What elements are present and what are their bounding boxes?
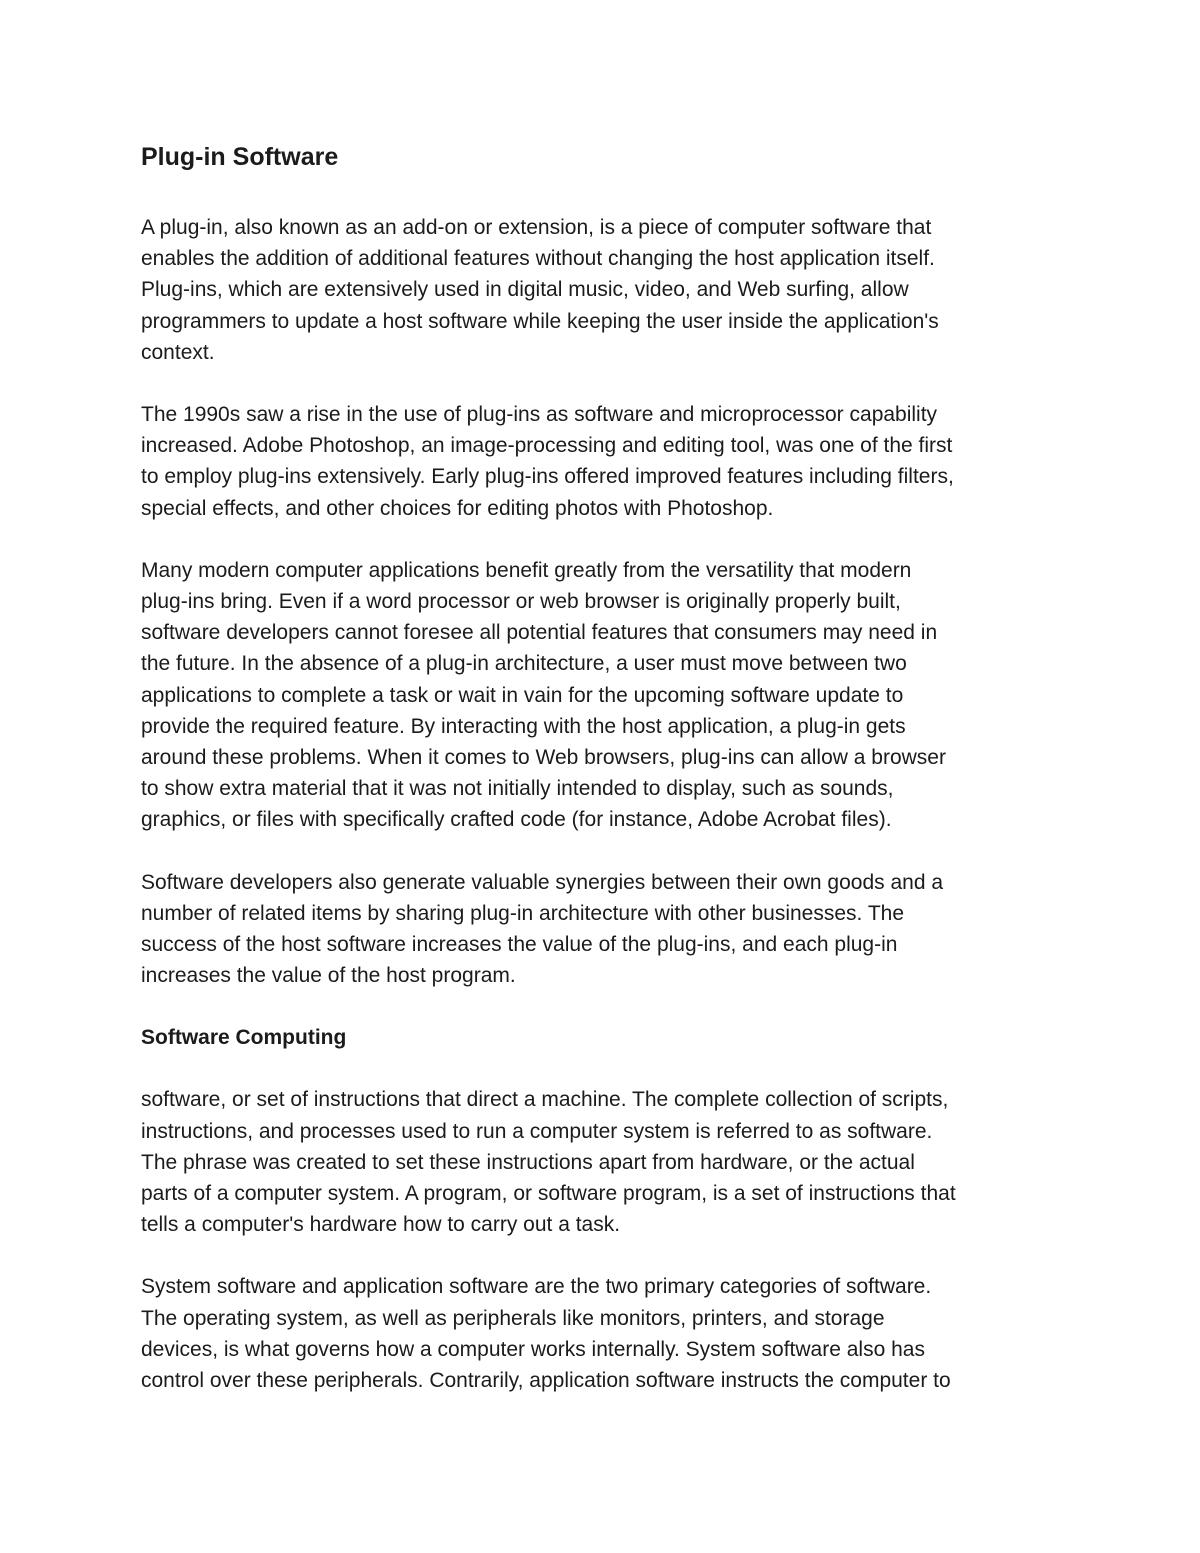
text-line: context. <box>141 340 215 364</box>
text-line: increases the value of the host program. <box>141 964 516 988</box>
text-line: Software developers also generate valuable synergies between their own goods and a <box>141 870 944 894</box>
text-line: graphics, or files with specifically crafted code (for instance, Adobe Acrobat files). <box>141 808 892 832</box>
text-line: special effects, and other choices for editing photos with Photoshop. <box>141 496 774 520</box>
text-line: Plug-ins, which are extensively used in digital music, video, and Web surfing, allow <box>141 278 909 302</box>
text-line: increased. Adobe Photoshop, an image-processing and editing tool, was one of the first <box>141 434 953 458</box>
text-line: software, or set of instructions that direct a machine. The complete collection of scripts, <box>141 1088 949 1112</box>
text-line: The phrase was created to set these instructions apart from hardware, or the actual <box>141 1150 915 1174</box>
section-heading: Software Computing <box>141 1026 347 1050</box>
text-line: number of related items by sharing plug-in architecture with other businesses. The <box>141 901 905 925</box>
text-line: around these problems. When it comes to Web browsers, plug-ins can allow a browser <box>141 746 946 770</box>
text-line: Many modern computer applications benefit greatly from the versatility that modern <box>141 558 912 582</box>
text-line: to employ plug-ins extensively. Early plug-ins offered improved features including filters, <box>141 465 954 489</box>
text-line: control over these peripherals. Contrarily, application software instructs the computer to <box>141 1369 951 1393</box>
text-line: plug-ins bring. Even if a word processor or web browser is originally properly built, <box>141 590 901 614</box>
text-line: the future. In the absence of a plug-in architecture, a user must move between two <box>141 652 907 676</box>
paragraph <box>141 867 1071 992</box>
text-line: A plug-in, also known as an add-on or extension, is a piece of computer software that <box>141 216 932 239</box>
text-line: provide the required feature. By interacting with the host application, a plug-in gets <box>141 714 906 738</box>
paragraph <box>141 1084 1071 1240</box>
paragraph <box>141 212 1071 368</box>
text-line: instructions, and processes used to run a computer system is referred to as software. <box>141 1119 933 1143</box>
text-line: enables the addition of additional features without changing the host application itself. <box>141 247 935 271</box>
paragraph <box>141 1271 1071 1396</box>
text-line: System software and application software are the two primary categories of software. <box>141 1275 932 1299</box>
text-line: applications to complete a task or wait in vain for the upcoming software update to <box>141 683 904 707</box>
text-line: software developers cannot foresee all potential features that consumers may need in <box>141 621 938 645</box>
text-line: The operating system, as well as peripherals like monitors, printers, and storage <box>141 1306 885 1330</box>
paragraph <box>141 555 1071 836</box>
document-body <box>141 140 1071 1427</box>
text-line: devices, is what governs how a computer works internally. System software also has <box>141 1337 925 1361</box>
paragraph <box>141 399 1071 524</box>
text-line: parts of a computer system. A program, or software program, is a set of instructions that <box>141 1182 956 1206</box>
text-line: success of the host software increases the value of the plug-ins, and each plug-in <box>141 933 898 957</box>
text-line: programmers to update a host software while keeping the user inside the application's <box>141 309 939 333</box>
text-line: tells a computer's hardware how to carry out a task. <box>141 1213 621 1237</box>
text-line: The 1990s saw a rise in the use of plug-ins as software and microprocessor capability <box>141 403 938 427</box>
page-title: Plug-in Software <box>141 143 339 171</box>
text-line: to show extra material that it was not initially intended to display, such as sounds, <box>141 777 894 801</box>
